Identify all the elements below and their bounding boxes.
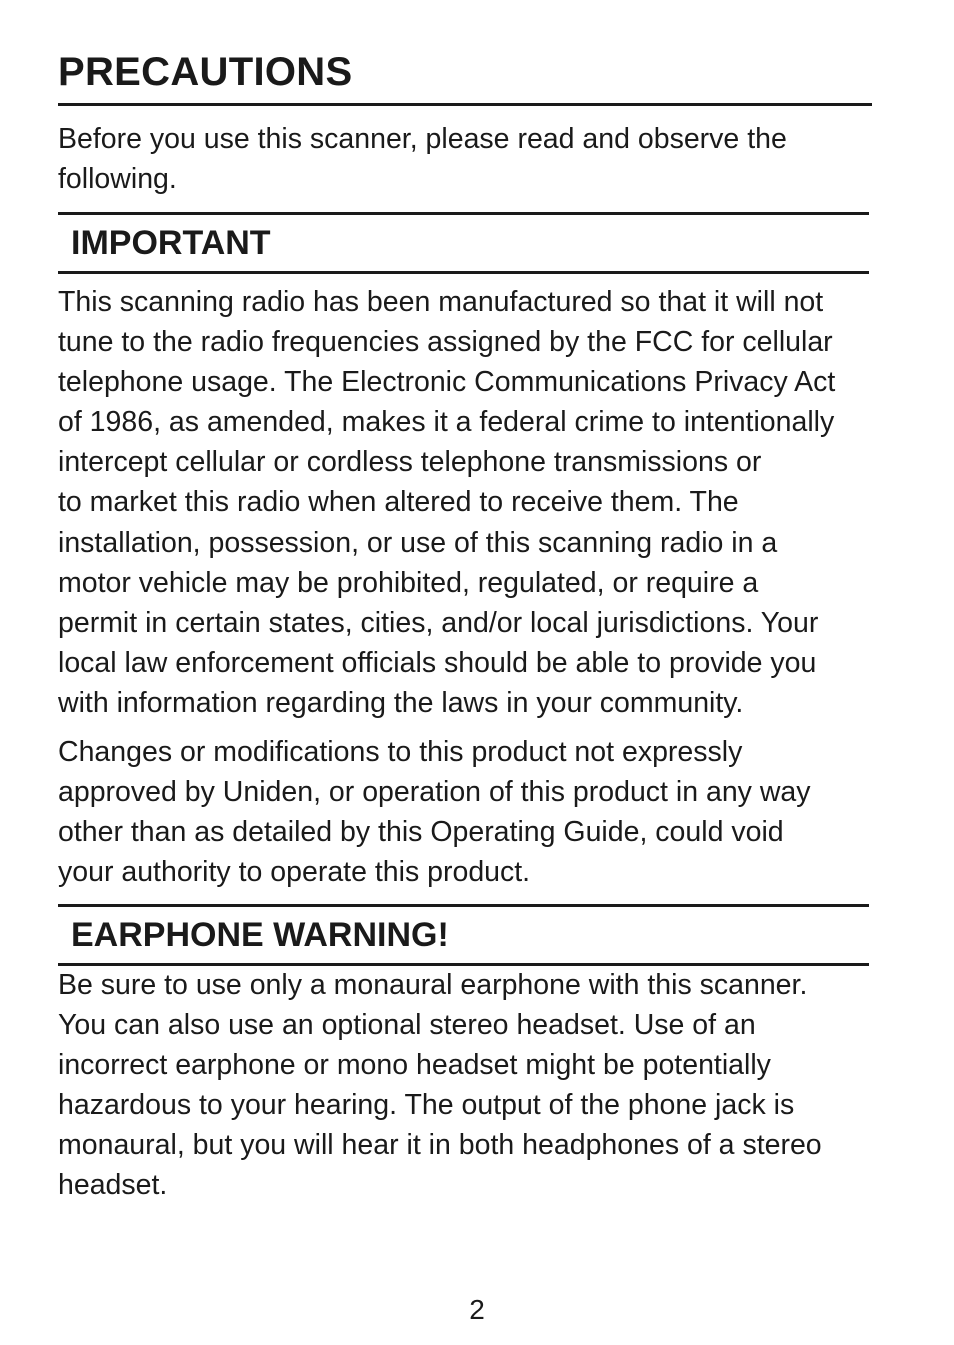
text-line: incorrect earphone or mono headset might be potentially [58,1049,771,1082]
page-number: 2 [469,1294,485,1325]
text-line: headset. [58,1169,168,1202]
intro-line: Before you use this scanner, please read and observe the [58,123,787,155]
important-heading: IMPORTANT [71,224,271,262]
page-title: PRECAUTIONS [58,50,353,94]
text-line: This scanning radio has been manufactured so that it will not [58,286,824,318]
text-line: Be sure to use only a monaural earphone with this scanner. [58,969,808,1001]
text-line: monaural, but you will hear it in both headphones of a stereo [58,1129,822,1162]
text-line: local law enforcement officials should be able to provide you [58,646,817,679]
text-line: tune to the radio frequencies assigned by the FCC for cellular [58,326,833,359]
section-rule-bottom [58,271,869,274]
section-rule-top [58,904,869,909]
earphone-paragraph [58,965,822,1206]
section-rule-top [58,212,869,217]
text-line: permit in certain states, cities, and/or local jurisdictions. Your [58,606,819,639]
text-line: You can also use an optional stereo headset. Use of an [58,1009,756,1042]
text-line: to market this radio when altered to receive them. The [58,486,739,519]
title-divider [58,103,872,106]
text-line: intercept cellular or cordless telephone transmissions or [58,446,762,479]
text-line: Changes or modifications to this product not expressly [58,736,743,768]
text-line: motor vehicle may be prohibited, regulated, or require a [58,566,759,599]
text-line: approved by Uniden, or operation of this product in any way [58,776,811,809]
text-line: installation, possession, or use of this scanning radio in a [58,526,778,559]
text-line: other than as detailed by this Operating Guide, could void [58,816,784,849]
text-line: of 1986, as amended, makes it a federal crime to intentionally [58,406,835,439]
text-line: telephone usage. The Electronic Communications Privacy Act [58,366,836,399]
intro-line: following. [58,163,177,196]
intro-paragraph [58,119,787,199]
text-line: with information regarding the laws in your community. [58,686,744,719]
important-paragraph-2 [58,732,811,892]
text-line: your authority to operate this product. [58,856,531,889]
important-section-header [58,212,869,274]
earphone-section-header [58,904,869,966]
text-line: hazardous to your hearing. The output of the phone jack is [58,1089,795,1122]
earphone-warning-heading: EARPHONE WARNING! [71,916,449,954]
important-paragraph-1 [58,282,835,723]
